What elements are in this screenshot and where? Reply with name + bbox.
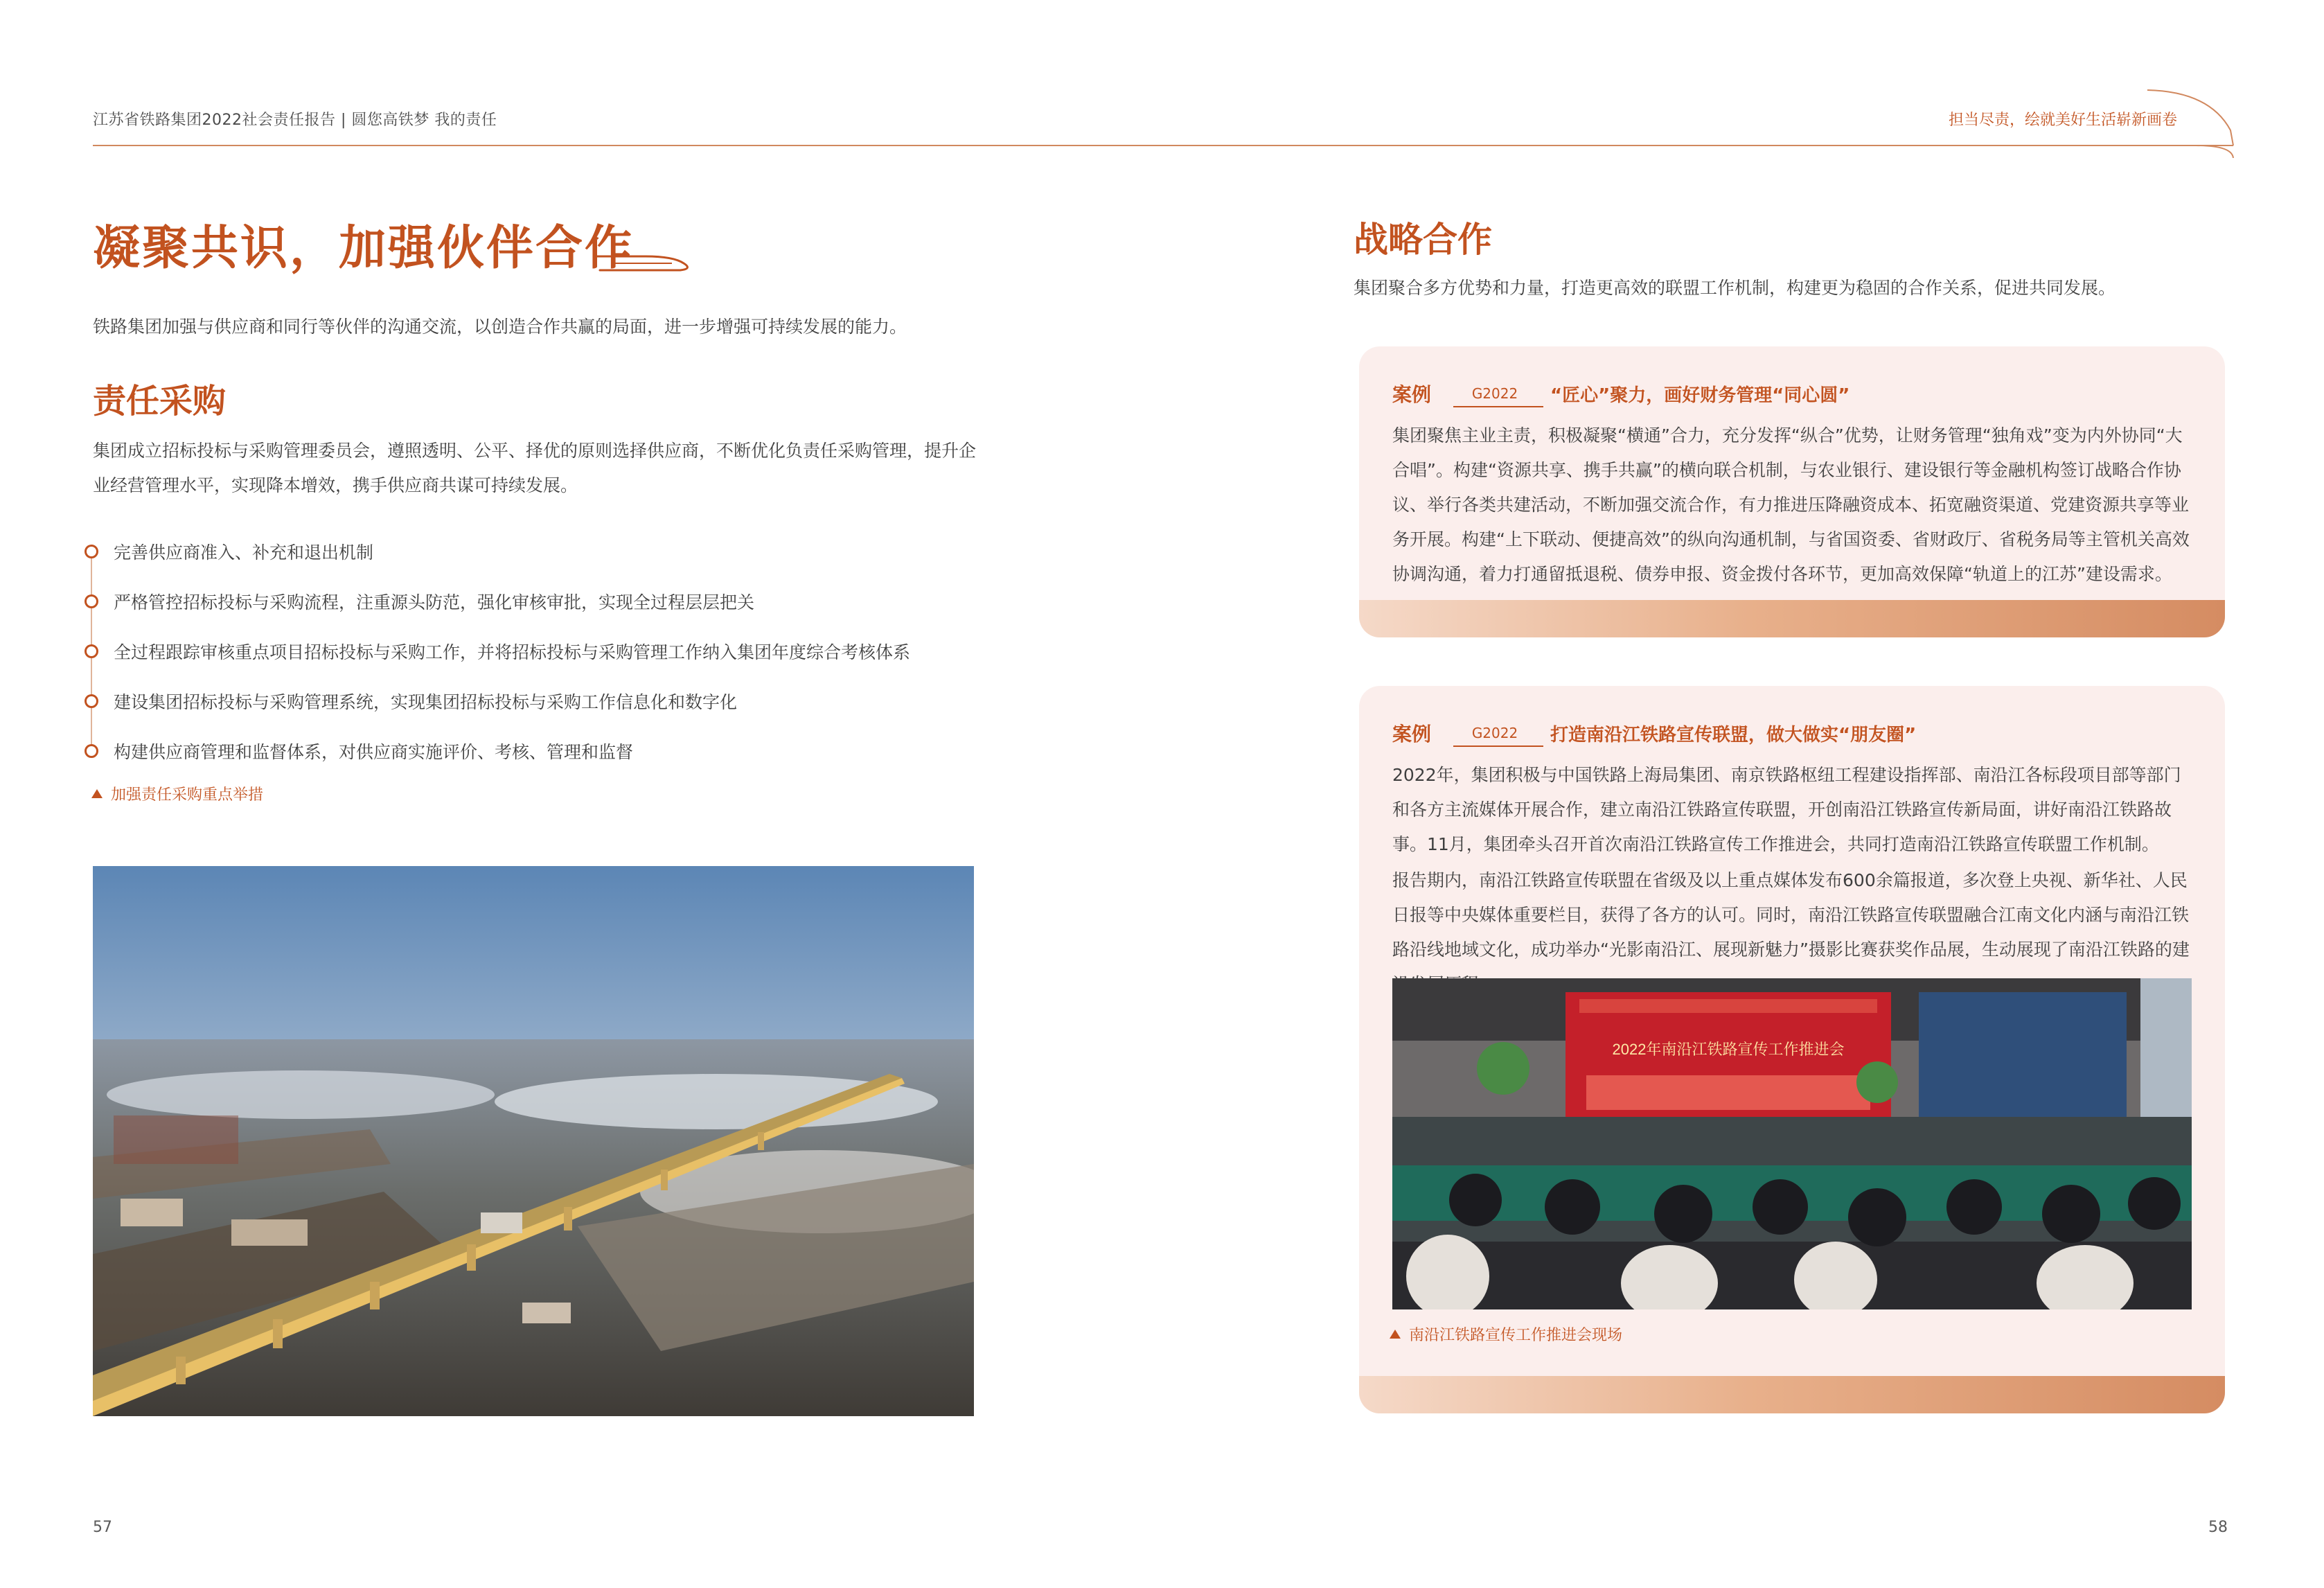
train-icon <box>597 236 694 277</box>
procurement-measures-list <box>85 527 910 776</box>
bullet-dot <box>85 694 98 708</box>
case-footer-bar <box>1359 1376 2225 1413</box>
case-body: 集团聚焦主业主责，积极凝聚“横通”合力，充分发挥“纵合”优势，让财务管理“独角戏”变为内外协同“大合唱”。构建“资源共享、携手共赢”的横向联合机制，与农业银行、建设银行等金融机构签订战略合作协议、举行各类共建活动，不断加强交流合作，有力推进压降融资成本、拓宽融资渠道、党建资源共享等业务开展。构建“上下联动、便捷高效”的纵向沟通机制，与省国资委、省财政厅、省税务局等主管机关高效协调沟通，着力打通留抵退税、债券申报、资金拨付各环节，更加高效保障“轨道上的江苏”建设需求。 <box>1392 425 2190 584</box>
page-number-right: 58 <box>2208 1519 2228 1536</box>
bullet-dot <box>85 744 98 758</box>
case-body-paragraph-2: 报告期内，南沿江铁路宣传联盟在省级及以上重点媒体发布600余篇报道，多次登上央视、新华社、人民日报等中央媒体重要栏目，获得了各方的认可。同时，南沿江铁路宣传联盟融合江南文化内涵与南沿江铁路沿线地域文化，成功举办“光影南沿江、展现新魅力”摄影比赛获奖作品展，生动展现了南沿江铁路的建 <box>1392 870 2190 960</box>
meeting-banner-text: 2022年南沿江铁路宣传工作推进会 <box>1612 1041 1845 1058</box>
list-item <box>85 726 910 776</box>
page-title: 凝聚共识，加强伙伴合作 <box>93 221 635 276</box>
case-body-paragraph-1: 2022年，集团积极与中国铁路上海局集团、南京铁路枢纽工程建设指挥部、南沿江各标段项目部等部门和各方主流媒体开展合作，建立南沿江铁路宣传联盟，开创南沿江铁路宣传新局面，讲好南沿江铁路故事。11月，集团牵头召开首次南沿江铁路宣传工作推进会，共同打造南沿江铁路宣传联盟工作机制。 <box>1392 765 2181 854</box>
case-card-finance <box>1359 346 2225 637</box>
list-item-text: 完善供应商准入、补充和退出机制 <box>114 542 374 563</box>
list-item <box>85 576 910 626</box>
case-tag: G2022 <box>1453 385 1536 402</box>
list-item-text: 严格管控招标投标与采购流程，注重源头防范，强化审核审批，实现全过程层层把关 <box>114 592 755 612</box>
bullet-dot <box>85 644 98 658</box>
header-slogan: 担当尽责，绘就美好生活崭新画卷 <box>1948 112 2177 129</box>
section-title-strategic: 战略合作 <box>1354 220 1492 260</box>
caption-text: 加强责任采购重点举措 <box>111 786 264 804</box>
meeting-caption <box>1390 1323 1622 1345</box>
header-divider <box>93 145 2233 146</box>
header-curve-ornament <box>2120 89 2237 158</box>
list-item-text: 全过程跟踪审核重点项目招标投标与采购工作，并将招标投标与采购管理工作纳入集团年度综合考核体系 <box>114 642 911 662</box>
header-report-title: 江苏省铁路集团2022社会责任报告 | 圆您高铁梦 我的责任 <box>93 112 497 129</box>
case-title: 打造南沿江铁路宣传联盟，做大做实“朋友圈” <box>1550 724 1917 746</box>
railway-aerial-photo <box>93 866 974 1416</box>
case-tag: G2022 <box>1453 725 1536 741</box>
list-item <box>85 626 910 676</box>
list-item <box>85 527 910 576</box>
page-number-left: 57 <box>93 1519 112 1536</box>
procurement-caption <box>91 783 263 804</box>
left-intro: 铁路集团加强与供应商和同行等伙伴的沟通交流，以创造合作共赢的局面，进一步增强可持续发展的能力。 <box>93 317 907 337</box>
case-header <box>1392 719 1916 747</box>
procurement-paragraph: 集团成立招标投标与采购管理委员会，遵照透明、公平、择优的原则选择供应商，不断优化负责任采购管理，提升企业经营管理水平，实现降本增效，携手供应商共谋可持续发展。 <box>93 441 977 495</box>
list-item-text: 建设集团招标投标与采购管理系统，实现集团招标投标与采购工作信息化和数字化 <box>114 692 738 712</box>
case-title: “匠心”聚力，画好财务管理“同心圆” <box>1550 385 1850 406</box>
list-item <box>85 676 910 726</box>
bullet-dot <box>85 594 98 608</box>
caption-triangle-icon <box>1390 1330 1401 1339</box>
section-title-procurement: 责任采购 <box>93 382 227 421</box>
caption-triangle-icon <box>91 789 103 798</box>
caption-text: 南沿江铁路宣传工作推进会现场 <box>1409 1327 1623 1344</box>
list-item-text: 构建供应商管理和监督体系，对供应商实施评价、考核、管理和监督 <box>114 742 634 762</box>
case-label: 案例 <box>1392 383 1432 406</box>
case-card-publicity <box>1359 686 2225 1413</box>
bullet-dot <box>85 545 98 558</box>
case-footer-bar <box>1359 600 2225 637</box>
meeting-photo <box>1392 978 2192 1309</box>
case-header <box>1392 380 1850 407</box>
right-intro: 集团聚合多方优势和力量，打造更高效的联盟工作机制，构建更为稳固的合作关系，促进共同发展。 <box>1354 278 2116 298</box>
case-label: 案例 <box>1392 723 1432 746</box>
